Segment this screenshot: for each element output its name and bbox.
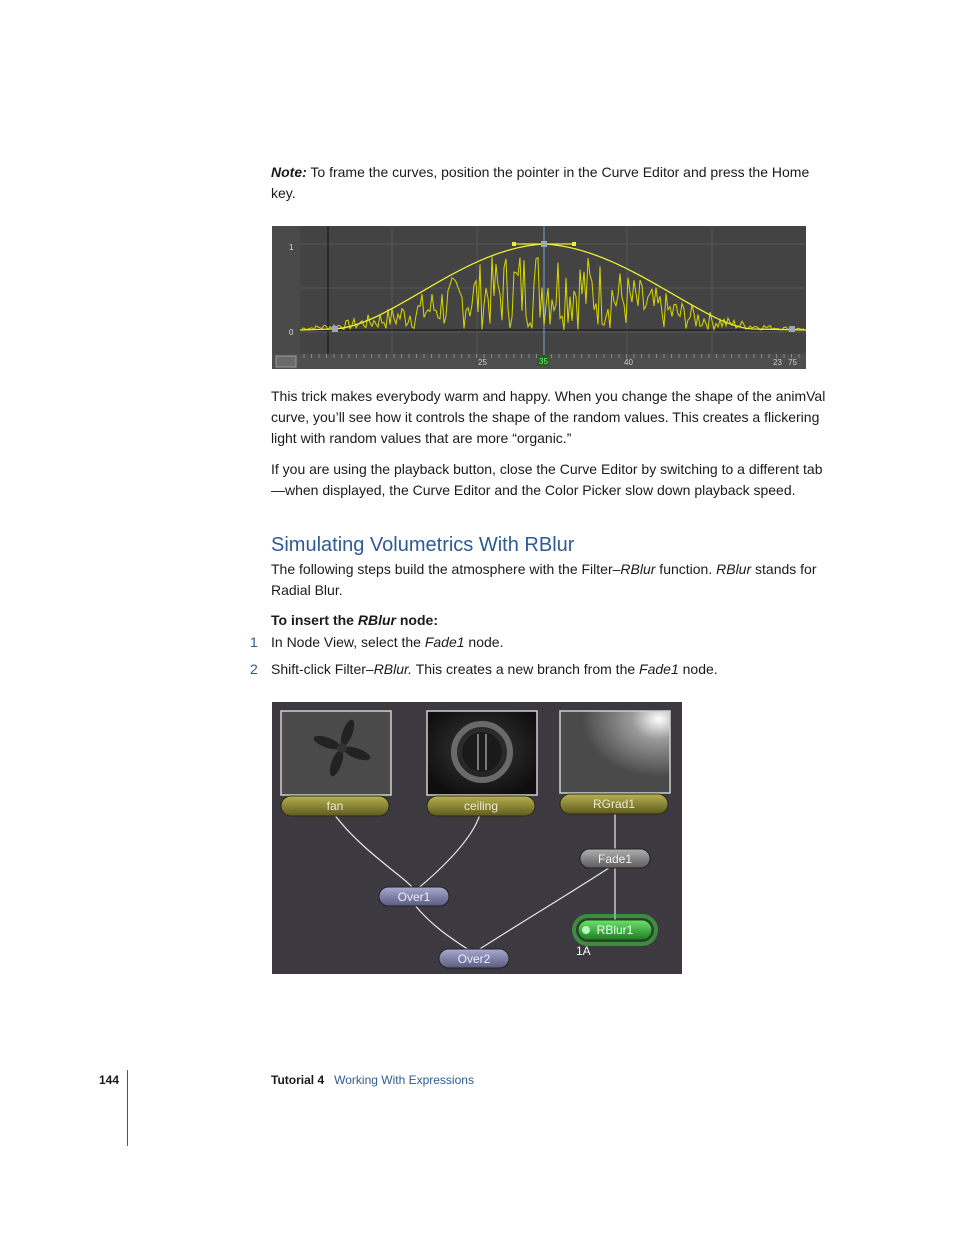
page-number: 144 — [99, 1073, 120, 1087]
current-frame-label: 35 — [539, 357, 548, 366]
node-input-icon — [582, 926, 590, 934]
procedure-label-b: RBlur — [357, 612, 396, 628]
section-intro — [271, 559, 831, 601]
node-rgrad[interactable] — [560, 794, 668, 814]
procedure-label — [271, 612, 438, 628]
node-over1[interactable] — [379, 887, 449, 906]
node-fan[interactable] — [281, 796, 389, 816]
keyframe-start[interactable] — [332, 326, 338, 332]
note-label: Note: — [271, 164, 307, 180]
rgrad-thumbnail[interactable] — [560, 711, 670, 793]
step-text: In Node View, select the — [271, 634, 425, 650]
home-frame-button[interactable] — [276, 356, 296, 367]
step-text: node. — [464, 634, 504, 650]
node-label: Fade1 — [597, 852, 633, 866]
node-view-screenshot — [272, 702, 682, 974]
step-1 — [250, 632, 830, 653]
section-heading: Simulating Volumetrics With RBlur — [271, 534, 575, 556]
curve-editor-graphic — [272, 226, 806, 369]
y-tick-1: 1 — [289, 243, 294, 252]
x-tick-75: 75 — [788, 358, 797, 367]
node-label: RBlur1 — [596, 923, 634, 937]
x-tick-25: 25 — [478, 358, 487, 367]
intro-text-b: RBlur — [620, 561, 656, 577]
step-text: Shift-click Filter– — [271, 661, 374, 677]
note-paragraph — [271, 162, 831, 204]
node-fade[interactable] — [580, 849, 650, 868]
x-tick-40: 40 — [624, 358, 633, 367]
node-label: RGrad1 — [592, 797, 636, 811]
intro-text-e: stands for Radial Blur. — [271, 561, 817, 598]
step-text-italic: Fade1 — [424, 634, 465, 650]
keyframe-end[interactable] — [789, 326, 795, 332]
step-2 — [250, 659, 830, 680]
node-label: Over2 — [457, 952, 491, 966]
note-text: To frame the curves, position the pointer in the Curve Editor and press the Home key. — [271, 164, 810, 201]
node-label: Over1 — [397, 890, 431, 904]
node-ceiling[interactable] — [427, 796, 535, 816]
node-label: ceiling — [463, 799, 499, 813]
x-tick-23: 23 — [773, 358, 782, 367]
y-tick-0: 0 — [289, 328, 294, 337]
step-text: This creates a new branch from the — [412, 661, 640, 677]
footer-rule — [127, 1070, 128, 1146]
fan-thumbnail[interactable] — [281, 711, 391, 795]
step-number: 1 — [250, 634, 258, 650]
intro-text-d: RBlur — [716, 561, 752, 577]
node-sublabel: 1A — [576, 944, 591, 958]
step-number: 2 — [250, 661, 258, 677]
node-over2[interactable] — [439, 949, 509, 968]
curve-editor-screenshot — [272, 226, 806, 369]
footer-chapter — [271, 1073, 474, 1087]
ceiling-thumbnail[interactable] — [427, 711, 537, 795]
chapter-label: Tutorial 4 — [271, 1073, 325, 1087]
intro-text-c: function. — [655, 561, 717, 577]
step-text-italic: RBlur. — [373, 661, 413, 677]
step-text-italic: Fade1 — [639, 661, 679, 677]
step-text: node. — [678, 661, 718, 677]
chapter-title: Working With Expressions — [334, 1073, 474, 1087]
intro-text-a: The following steps build the atmosphere with the Filter– — [271, 561, 621, 577]
body-paragraph-2: If you are using the playback button, close the Curve Editor by switching to a different tab—when displayed, the Curve Editor and the Color Picker slow down playback speed. — [271, 461, 823, 498]
procedure-label-c: node: — [395, 612, 438, 628]
node-view-graphic — [272, 702, 682, 974]
body-paragraph-1: This trick makes everybody warm and happy. When you change the shape of the animVal curve, you’ll see how it controls the shape of the random values. This creates a flickering light with random values that are more “organic.” — [271, 388, 826, 446]
procedure-label-a: To insert the — [271, 612, 358, 628]
keyframe-peak[interactable] — [541, 241, 547, 247]
node-label: fan — [326, 799, 344, 813]
